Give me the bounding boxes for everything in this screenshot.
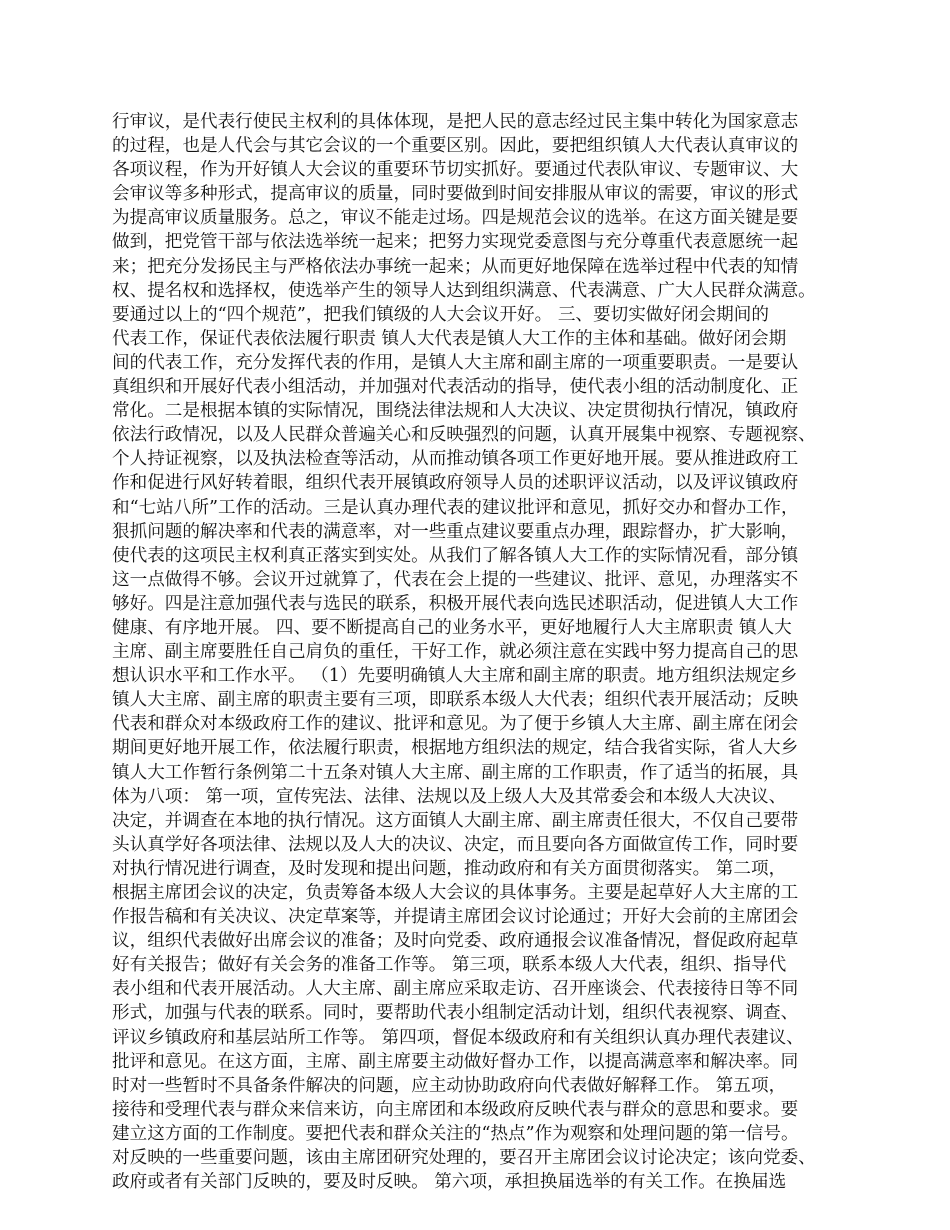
text-line: 会审议等多种形式，提高审议的质量，同时要做到时间安排服从审议的需要，审议的形式	[112, 184, 799, 205]
text-line: 评议乡镇政府和基层站所工作等。 第四项，督促本级政府和有关组织认真办理代表建议、	[112, 1027, 804, 1048]
text-line: 各项议程，作为开好镇人大会议的重要环节切实抓好。要通过代表队审议、专题审议、大	[112, 160, 799, 181]
text-line: 间的代表工作，充分发挥代表的作用，是镇人大主席和副主席的一项重要职责。一是要认	[112, 352, 799, 373]
text-line: 根据主席团会议的决定，负责筹备本级人大会议的具体事务。主要是起草好人大主席的工	[112, 883, 799, 903]
text-line: 真组织和开展好代表小组活动，并加强对代表活动的指导，使代表小组的活动制度化、正	[112, 377, 799, 398]
text-line: 镇人大主席、副主席的职责主要有三项，即联系本级人大代表；组织代表开展活动；反映	[112, 690, 799, 711]
text-line: 期间更好地开展工作，依法履行职责，根据地方组织法的规定，结合我省实际，省人大乡	[112, 738, 799, 759]
text-line: 镇人大工作暂行条例第二十五条对镇人大主席、副主席的工作职责，作了适当的拓展，具	[112, 762, 799, 783]
text-line: 作和促进行风好转着眼，组织代表开展镇政府领导人员的述职评议活动，以及评议镇政府	[112, 473, 799, 494]
text-line: 为提高审议质量服务。总之，审议不能走过场。四是规范会议的选举。在这方面关键是要	[112, 208, 799, 229]
text-line: 和“七站八所”工作的活动。三是认真办理代表的建议批评和意见，抓好交办和督办工作，	[112, 497, 799, 518]
text-line: 够好。四是注意加强代表与选民的联系，积极开展代表向选民述职活动，促进镇人大工作	[112, 593, 799, 614]
text-line: 表小组和代表开展活动。人大主席、副主席应采取走访、召开座谈会、代表接待日等不同	[112, 979, 799, 1000]
text-line: 头认真学好各项法律、法规以及人大的决议、决定，而且要向各方面做宣传工作，同时要	[112, 834, 799, 855]
body-text	[112, 110, 852, 1194]
text-line: 代表和群众对本级政府工作的建议、批评和意见。为了便于乡镇人大主席、副主席在闭会	[112, 714, 799, 735]
text-line: 政府或者有关部门反映的，要及时反映。 第六项，承担换届选举的有关工作。在换届选	[112, 1172, 787, 1193]
text-line: 常化。二是根据本镇的实际情况，围绕法律法规和人大决议、决定贯彻执行情况，镇政府	[112, 401, 799, 422]
text-line: 使代表的这项民主权利真正落实到实处。从我们了解各镇人大工作的实际情况看，部分镇	[112, 545, 799, 566]
text-line: 权、提名权和选择权，使选举产生的领导人达到组织满意、代表满意、广大人民群众满意。	[112, 280, 816, 301]
text-line: 要通过以上的“四个规范”，把我们镇级的人大会议开好。 三、要切实做好闭会期间的	[112, 304, 769, 325]
text-line: 狠抓问题的解决率和代表的满意率，对一些重点建议要重点办理，跟踪督办，扩大影响，	[112, 521, 799, 542]
text-line: 对执行情况进行调查，及时发现和提出问题，推动政府和有关方面贯彻落实。 第二项，	[112, 858, 787, 879]
text-line: 形式，加强与代表的联系。同时，要帮助代表小组制定活动计划，组织代表视察、调查、	[112, 1003, 799, 1024]
text-line: 作报告稿和有关决议、决定草案等，并提请主席团会议讨论通过；开好大会前的主席团会	[112, 907, 799, 928]
text-line: 做到，把党管干部与依法选举统一起来；把努力实现党委意图与充分尊重代表意愿统一起	[112, 232, 799, 253]
text-line: 对反映的一些重要问题，该由主席团研究处理的，要召开主席团会议讨论决定；该向党委、	[112, 1148, 816, 1169]
text-line: 健康、有序地开展。 四、要不断提高自己的业务水平，更好地履行人大主席职责 镇人大	[112, 617, 792, 638]
text-line: 好有关报告；做好有关会务的准备工作等。 第三项，联系本级人大代表，组织、指导代	[112, 955, 787, 976]
text-line: 时对一些暂时不具备条件解决的问题，应主动协助政府向代表做好解释工作。 第五项，	[112, 1075, 787, 1096]
text-line: 想认识水平和工作水平。 （1）先要明确镇人大主席和副主席的职责。地方组织法规定乡	[112, 666, 798, 687]
text-line: 行审议，是代表行使民主权利的具体体现，是把人民的意志经过民主集中转化为国家意志	[112, 112, 799, 132]
text-line: 来；把充分发扬民主与严格依法办事统一起来；从而更好地保障在选举过程中代表的知情	[112, 256, 799, 277]
text-line: 接待和受理代表与群众来信来访，向主席团和本级政府反映代表与群众的意思和要求。要	[112, 1099, 799, 1120]
text-line: 代表工作，保证代表依法履行职责 镇人大代表是镇人大工作的主体和基础。做好闭会期	[112, 328, 787, 349]
text-line: 建立这方面的工作制度。要把代表和群众关注的“热点”作为观察和处理问题的第一信号。	[112, 1123, 799, 1144]
text-line: 依法行政情况，以及人民群众普遍关心和反映强烈的问题，认真开展集中视察、专题视察、	[112, 425, 816, 446]
text-line: 决定，并调查在本地的执行情况。这方面镇人大副主席、副主席责任很大，不仅自己要带	[112, 810, 799, 831]
text-line: 批评和意见。在这方面，主席、副主席要主动做好督办工作，以提高满意率和解决率。同	[112, 1051, 799, 1072]
text-line: 体为八项： 第一项，宣传宪法、法律、法规以及上级人大及其常委会和本级人大决议、	[112, 786, 787, 807]
text-line: 的过程，也是人代会与其它会议的一个重要区别。因此，要把组织镇人大代表认真审议的	[112, 136, 799, 157]
text-line: 这一点做得不够。会议开过就算了，代表在会上提的一些建议、批评、意见，办理落实不	[112, 569, 799, 590]
text-line: 议，组织代表做好出席会议的准备；及时向党委、政府通报会议准备情况，督促政府起草	[112, 931, 799, 952]
text-line: 个人持证视察，以及执法检查等活动，从而推动镇各项工作更好地开展。要从推进政府工	[112, 449, 799, 470]
text-line: 主席、副主席要胜任自己肩负的重任，干好工作，就必须注意在实践中努力提高自己的思	[112, 642, 799, 663]
